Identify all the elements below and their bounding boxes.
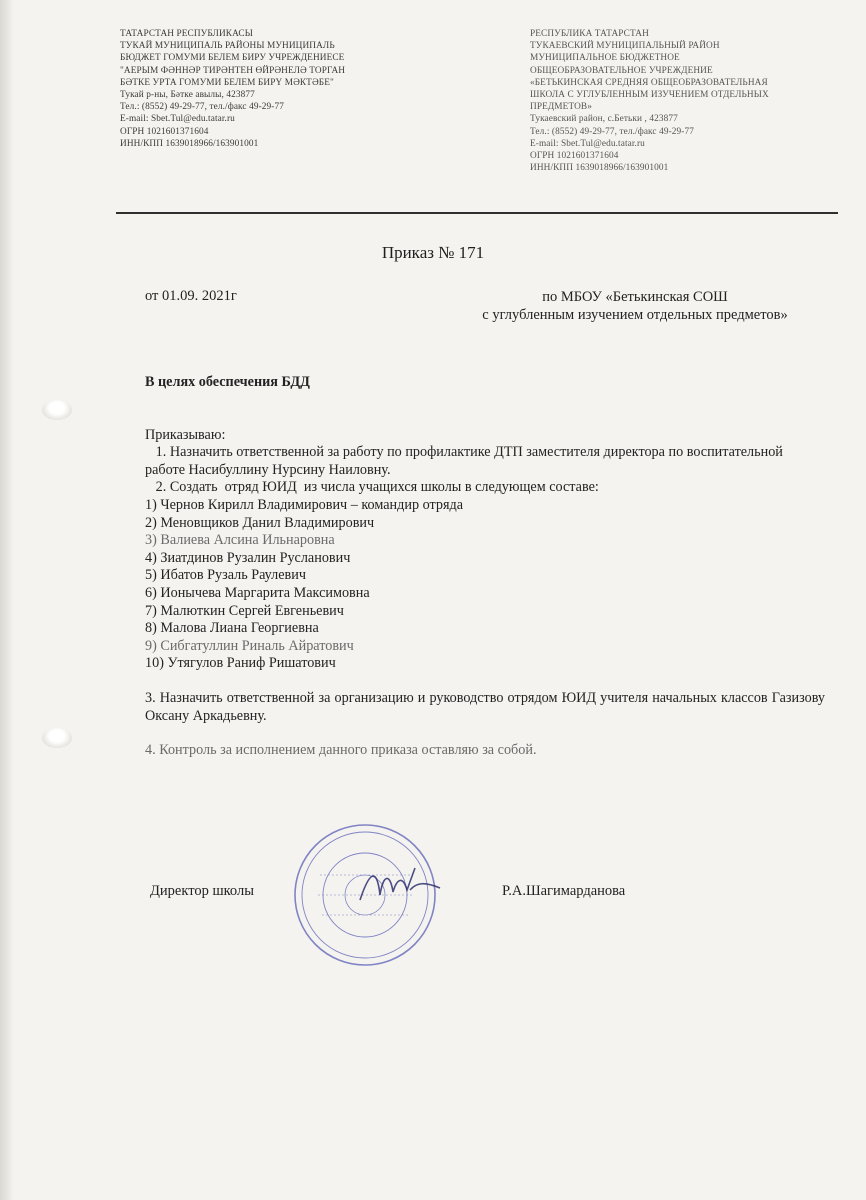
member-list-item: 8) Малова Лиана Георгиевна	[145, 620, 319, 637]
header-line: ОГРН 1021601371604	[530, 151, 619, 162]
punch-hole	[42, 400, 72, 420]
header-line: ТУКАЕВСКИЙ МУНИЦИПАЛЬНЫЙ РАЙОН	[530, 41, 720, 52]
header-line: ОГРН 1021601371604	[120, 126, 209, 137]
header-line: Тел.: (8552) 49-29-77, тел./факс 49-29-77	[120, 102, 284, 113]
header-tatar-block	[120, 28, 450, 150]
member-list-item: 7) Малюткин Сергей Евгеньевич	[145, 602, 344, 619]
signature-title: Директор школы	[150, 883, 254, 899]
order-item-1: 1. Назначить ответственной за работу по профилактике ДТП заместителя директора по воспитательной работе Насибуллину Нурсину Наиловну.	[145, 444, 787, 478]
order-title: Приказ № 171	[381, 243, 485, 262]
header-line: БӘТКЕ УРТА ГОМУМИ БЕЛЕМ БИРҮ МӘКТӘБЕ"	[120, 77, 334, 88]
order-item-3: 3. Назначить ответственной за организацию и руководство отрядом ЮИД учителя начальных классов Газизову Оксану Аркадьевну.	[145, 689, 825, 724]
punch-hole	[42, 728, 72, 748]
order-intro: Приказываю:	[145, 426, 226, 443]
header-line: МУНИЦИПАЛЬНОЕ БЮДЖЕТНОЕ	[530, 53, 680, 64]
order-date: от 01.09. 2021г	[145, 288, 237, 304]
header-line: ИНН/КПП 1639018966/163901001	[530, 163, 669, 174]
org-line: с углубленным изучением отдельных предметов»	[482, 307, 788, 323]
signature-name: Р.А.Шагимарданова	[502, 883, 626, 899]
member-list-item: 1) Чернов Кирилл Владимирович – командир отряда	[145, 496, 464, 513]
org-line: по МБОУ «Бетькинская СОШ	[542, 289, 728, 305]
header-email: E-mail: Sbet.Tul@edu.tatar.ru	[120, 114, 235, 125]
header-line: ОБЩЕОБРАЗОВАТЕЛЬНОЕ УЧРЕЖДЕНИЕ	[530, 65, 713, 76]
order-item-2: 2. Создать отряд ЮИД из числа учащихся школы в следующем составе:	[145, 479, 599, 496]
member-list-item: 9) Сибгатуллин Риналь Айратович	[145, 637, 354, 654]
header-email: E-mail: Sbet.Tul@edu.tatar.ru	[530, 138, 645, 149]
order-heading: В целях обеспечения БДД	[145, 374, 310, 390]
member-list-item: 4) Зиатдинов Рузалин Русланович	[145, 549, 351, 566]
header-line: Тукай р-ны, Бәтке авылы, 423877	[120, 90, 255, 101]
order-item-4: 4. Контроль за исполнением данного приказа оставляю за собой.	[145, 742, 537, 759]
member-list-item: 5) Ибатов Рузаль Раулевич	[145, 567, 306, 584]
header-line: ТАТАРСТАН РЕСПУБЛИКАСЫ	[120, 29, 253, 39]
member-list-item: 10) Утягулов Раниф Ришатович	[145, 655, 336, 672]
header-line: РЕСПУБЛИКА ТАТАРСТАН	[530, 29, 649, 39]
member-list-item: 2) Меновщиков Данил Владимирович	[145, 514, 375, 531]
header-divider	[116, 212, 838, 214]
order-organization	[445, 288, 825, 324]
director-signature	[355, 860, 445, 910]
header-russian-block	[530, 28, 840, 174]
header-line: БЮДЖЕТ ГОМУМИ БЕЛЕМ БИРУ УЧРЕЖДЕНИЕСЕ	[120, 53, 345, 64]
header-line: «БЕТЬКИНСКАЯ СРЕДНЯЯ ОБЩЕОБРАЗОВАТЕЛЬНАЯ	[530, 77, 768, 88]
header-line: Тукаевский район, с.Бетьки , 423877	[530, 114, 678, 125]
header-line: ШКОЛА С УГЛУБЛЕННЫМ ИЗУЧЕНИЕМ ОТДЕЛЬНЫХ	[530, 90, 769, 101]
order-body	[145, 374, 825, 760]
header-line: ИНН/КПП 1639018966/163901001	[120, 138, 259, 149]
header-line: Тел.: (8552) 49-29-77, тел./факс 49-29-77	[530, 126, 694, 137]
header-line: ТУКАЙ МУНИЦИПАЛЬ РАЙОНЫ МУНИЦИПАЛЬ	[120, 41, 335, 52]
member-list-item: 3) Валиева Алсина Ильнаровна	[145, 532, 335, 549]
member-list-item: 6) Ионычева Маргарита Максимовна	[145, 584, 370, 601]
header-line: "АЕРЫМ ФӘННӘР ТИРӘНТЕН ӨЙРӘНЕЛӘ ТОРГАН	[120, 65, 346, 76]
header-line: ПРЕДМЕТОВ»	[530, 102, 592, 113]
scan-edge-shadow	[0, 0, 14, 1200]
